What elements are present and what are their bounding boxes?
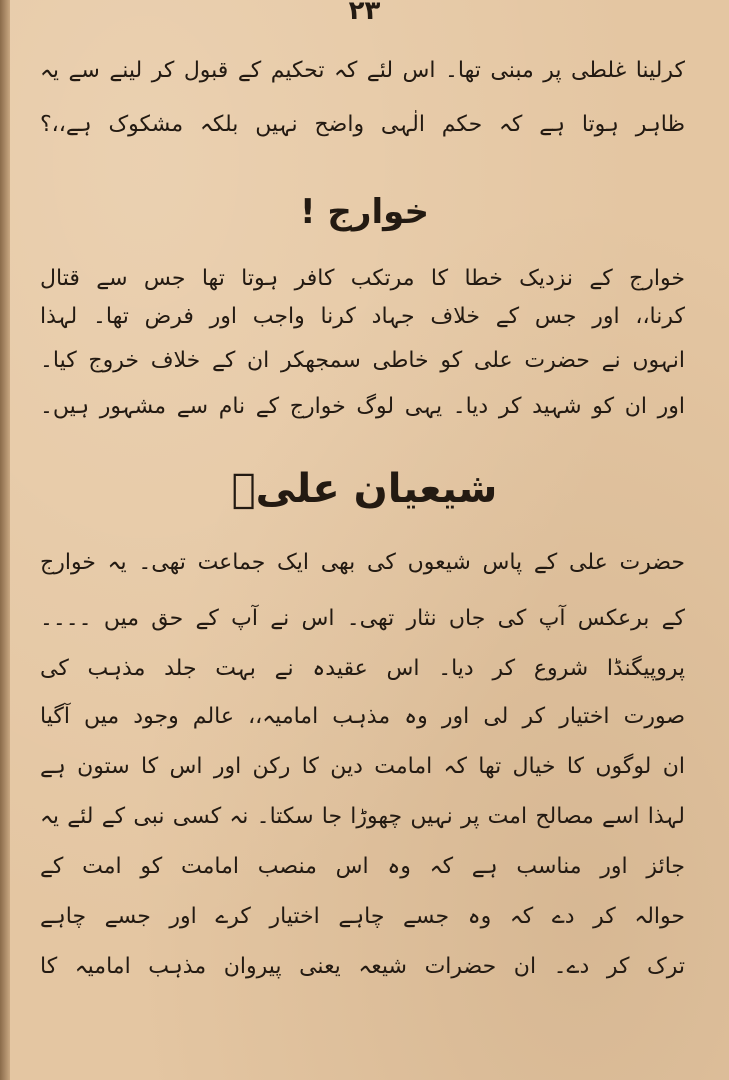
text-line: اور ان کو شہید کر دیا۔ یہی لوگ خوارج کے نام سے مشہور ہیں۔ [40,394,685,419]
text-line: خوارج کے نزدیک خطا کا مرتکب کافر ہوتا تھا جس سے قتال [40,266,685,291]
page-edge-shadow [0,0,10,1080]
section-heading-khawarij: خوارج ! [300,192,429,232]
text-line: حوالہ کر دے کہ وہ جسے چاہے اختیار کرے اور جسے چاہے [40,904,685,929]
text-line: صورت اختیار کر لی اور وہ مذہب امامیہ،، عالم وجود میں آگیا [40,704,685,729]
text-line: انہوں نے حضرت علی کو خاطی سمجھکر ان کے خلاف خروج کیا۔ [40,348,685,373]
page-number: ۲۳ [348,0,381,26]
section-heading-shiyan-e-ali: شیعیان علیؓ [231,466,498,512]
text-line: کرلینا غلطی پر مبنی تھا۔ اس لئے کہ تحکیم کے قبول کر لینے سے یہ [40,58,685,83]
text-line: حضرت علی کے پاس شیعوں کی بھی ایک جماعت تھی۔ یہ خوارج [40,550,685,575]
text-line: جائز اور مناسب ہے کہ وہ اس منصب امامت کو امت کے [40,854,685,879]
text-line: ترک کر دے۔ ان حضرات شیعہ یعنی پیروان مذہب امامیہ کا [40,954,685,979]
text-line: ظاہر ہوتا ہے کہ حکم الٰہی واضح نہیں بلکہ مشکوک ہے،،؟ [40,112,685,137]
text-line: کے برعکس آپ کی جاں نثار تھی۔ اس نے آپ کے حق میں ۔۔۔۔ [40,606,685,631]
text-line: ان لوگوں کا خیال تھا کہ امامت دین کا رکن اور اس کا ستون ہے [40,754,685,779]
text-line: پروپیگنڈا شروع کر دیا۔ اس عقیدہ نے بہت جلد مذہب کی [40,656,685,681]
text-line: کرنا،، اور جس کے خلاف جہاد کرنا واجب اور فرض تھا۔ لہذا [40,304,685,329]
text-line: لہذا اسے مصالح امت پر نہیں چھوڑا جا سکتا۔ نہ کسی نبی کے لئے یہ [40,804,685,829]
